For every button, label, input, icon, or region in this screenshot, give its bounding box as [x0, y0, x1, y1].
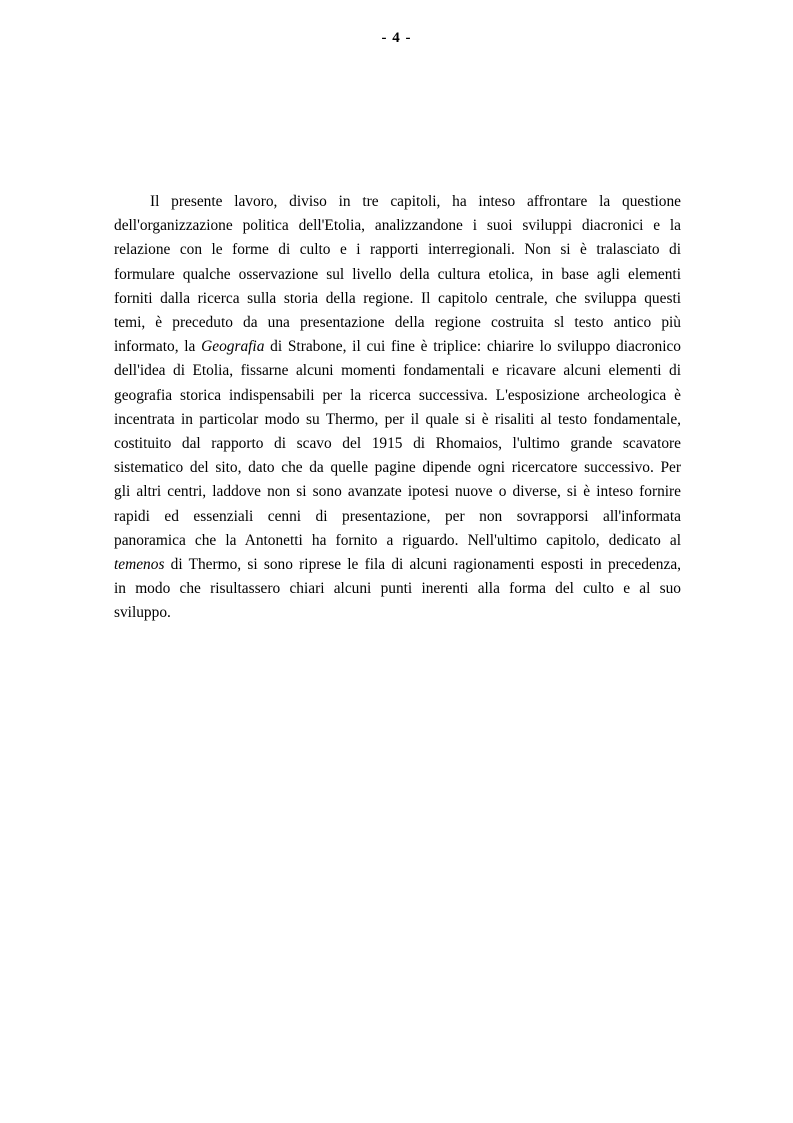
text-segment: costituito dal rapporto di scavo del 1915 di Rhomaios, l'ultimo grande scavatore	[114, 435, 681, 453]
text-line	[114, 214, 681, 238]
text-segment: rapidi ed essenziali cenni di presentazione, per non sovrapporsi all'informata	[114, 507, 681, 525]
text-segment: informato, la	[114, 338, 202, 356]
text-segment: geografia storica indispensabili per la ricerca successiva. L'esposizione archeologica è	[114, 386, 681, 404]
text-line	[114, 238, 681, 262]
text-line	[114, 432, 681, 456]
page-number: - 4 -	[381, 30, 412, 46]
text-segment: dell'organizzazione politica dell'Etolia, analizzandone i suoi sviluppi diacronici e la	[114, 217, 681, 235]
text-line	[114, 456, 681, 480]
text-segment: dell'idea di Etolia, fissarne alcuni momenti fondamentali e ricavare alcuni elementi di	[114, 362, 681, 380]
text-segment: incentrata in particolar modo su Thermo, per il quale si è risaliti al testo fondamentale,	[114, 410, 681, 428]
text-segment: sistematico del sito, dato che da quelle pagine dipende ogni ricercatore successivo. Per	[114, 459, 681, 477]
text-line	[114, 287, 681, 311]
text-segment: di Thermo, si sono riprese le fila di alcuni ragionamenti esposti in precedenza,	[164, 556, 681, 574]
body-paragraph	[114, 190, 681, 626]
italic-term-temenos: temenos	[114, 556, 165, 574]
text-line	[114, 384, 681, 408]
text-segment: di Strabone, il cui fine è triplice: chiarire lo sviluppo diacronico	[264, 338, 682, 356]
text-line	[114, 408, 681, 432]
text-segment: panoramica che la Antonetti ha fornito a riguardo. Nell'ultimo capitolo, dedicato al	[114, 531, 681, 549]
text-line	[114, 263, 681, 287]
text-segment: gli altri centri, laddove non si sono avanzate ipotesi nuove o diverse, si è inteso fornire	[114, 483, 681, 501]
text-line	[114, 601, 681, 625]
text-line	[114, 359, 681, 383]
text-line	[114, 335, 681, 359]
text-segment: in modo che risultassero chiari alcuni punti inerenti alla forma del culto e al suo	[114, 580, 681, 598]
text-line	[114, 553, 681, 577]
text-line	[114, 577, 681, 601]
italic-title-geografia: Geografia	[201, 338, 265, 356]
text-segment: relazione con le forme di culto e i rapporti interregionali. Non si è tralasciato di	[114, 241, 681, 259]
text-segment: sviluppo.	[114, 604, 171, 622]
text-line	[114, 505, 681, 529]
text-segment: temi, è preceduto da una presentazione della regione costruita sl testo antico più	[114, 314, 681, 332]
text-line	[114, 529, 681, 553]
text-line	[114, 190, 681, 214]
text-segment: Il presente lavoro, diviso in tre capitoli, ha inteso affrontare la questione	[150, 193, 681, 210]
text-segment: forniti dalla ricerca sulla storia della regione. Il capitolo centrale, che sviluppa questi	[114, 289, 681, 307]
text-segment: formulare qualche osservazione sul livello della cultura etolica, in base agli elementi	[114, 265, 681, 283]
text-line	[114, 311, 681, 335]
text-line	[114, 480, 681, 504]
